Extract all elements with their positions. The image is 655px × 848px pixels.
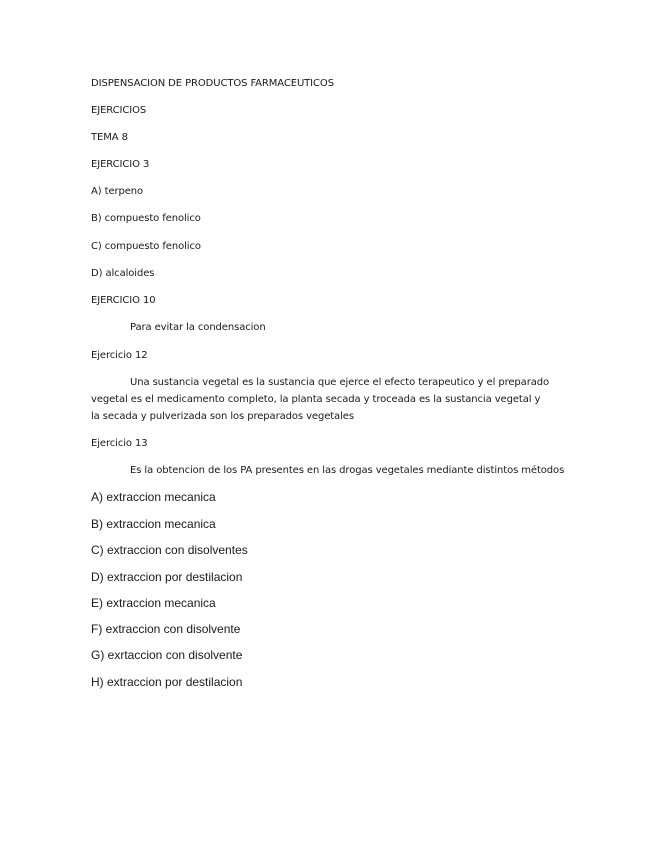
exercise-13-answer-g: G) exrtaccion con disolvente xyxy=(91,648,243,662)
exercise-13-answer-b: B) extraccion mecanica xyxy=(91,517,216,531)
exercise-13-intro: Es la obtencion de los PA presentes en las drogas vegetales mediante distintos métodos xyxy=(130,465,565,476)
exercise-12-heading: Ejercicio 12 xyxy=(91,350,148,361)
exercise-13-answer-f: F) extraccion con disolvente xyxy=(91,622,241,636)
exercise-13-heading: Ejercicio 13 xyxy=(91,438,148,449)
exercise-13-answer-d: D) extraccion por destilacion xyxy=(91,570,243,584)
exercise-3-answer-d: D) alcaloides xyxy=(91,268,155,279)
document-title: DISPENSACION DE PRODUCTOS FARMACEUTICOS xyxy=(91,78,334,89)
exercise-3-answer-b: B) compuesto fenolico xyxy=(91,213,201,224)
exercise-12-answer: Una sustancia vegetal es la sustancia que ejerce el efecto terapeutico y el preparado vegetal es el medicamento completo, la planta secada y troceada es la sustancia vegetal y la secada y pulverizada son los preparados vegetales xyxy=(91,377,550,422)
exercise-3-heading: EJERCICIO 3 xyxy=(91,159,150,170)
document-subtitle: EJERCICIOS xyxy=(91,105,147,116)
exercise-13-answer-c: C) extraccion con disolventes xyxy=(91,543,248,557)
exercise-13-answer-h: H) extraccion por destilacion xyxy=(91,675,243,689)
topic-heading: TEMA 8 xyxy=(91,132,128,143)
exercise-10-answer: Para evitar la condensacion xyxy=(130,322,266,333)
exercise-13-answer-a: A) extraccion mecanica xyxy=(91,490,216,504)
exercise-3-answer-c: C) compuesto fenolico xyxy=(91,241,201,252)
exercise-13-answer-e: E) extraccion mecanica xyxy=(91,596,216,610)
exercise-3-answer-a: A) terpeno xyxy=(91,186,144,197)
exercise-10-heading: EJERCICIO 10 xyxy=(91,295,156,306)
